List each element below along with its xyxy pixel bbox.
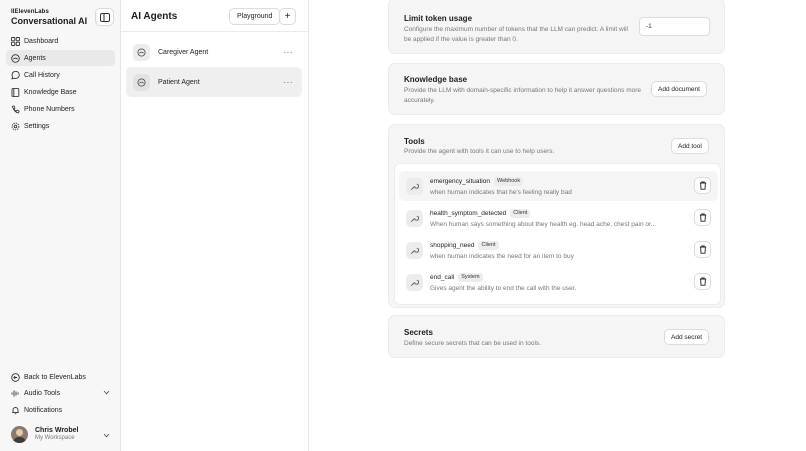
- tool-description: Gives agent the ability to end the call with the user.: [430, 284, 577, 292]
- tool-item-health-symptom-detected[interactable]: [399, 203, 718, 233]
- tool-item-end-call[interactable]: [399, 267, 718, 297]
- agent-item-caregiver[interactable]: [126, 37, 302, 67]
- wrench-icon: [406, 210, 423, 227]
- sidebar-item-phone-numbers[interactable]: [6, 101, 115, 117]
- add-tool-button[interactable]: Add tool: [671, 138, 709, 154]
- sidebar-item-audio-tools[interactable]: [6, 386, 115, 402]
- delete-tool-button[interactable]: [694, 177, 711, 194]
- tool-name: shopping_need: [430, 241, 475, 249]
- knowledge-base-icon: [11, 88, 20, 97]
- agent-name: Patient Agent: [158, 78, 200, 86]
- wrench-icon: [406, 274, 423, 291]
- more-options-icon[interactable]: ···: [283, 47, 293, 57]
- sidebar-item-call-history[interactable]: [6, 67, 115, 83]
- tools-list: [394, 163, 721, 305]
- user-workspace: My Workspace: [35, 435, 75, 441]
- sidebar-item-label: Audio Tools: [24, 390, 61, 397]
- section-description: Provide the agent with tools it can use to help users.: [404, 148, 555, 155]
- agent-settings-main: [310, 0, 806, 451]
- tool-item-emergency-situation[interactable]: [399, 171, 718, 201]
- tool-type-badge: Client: [478, 241, 498, 250]
- arrow-left-circle-icon: [11, 373, 20, 382]
- agent-icon: [133, 74, 150, 91]
- tool-name: health_symptom_detected: [430, 209, 507, 217]
- knowledge-base-card: [388, 63, 725, 115]
- agents-panel: [121, 0, 309, 451]
- sidebar-item-label: Settings: [24, 122, 50, 130]
- sidebar-item-label: Back to ElevenLabs: [24, 373, 86, 381]
- sidebar-item-settings[interactable]: [6, 118, 115, 134]
- avatar: [11, 426, 28, 443]
- tools-card: [388, 124, 725, 308]
- delete-tool-button[interactable]: [694, 273, 711, 290]
- playground-button[interactable]: Playground: [229, 8, 280, 25]
- sidebar-item-agents[interactable]: [6, 50, 115, 66]
- wrench-icon: [406, 178, 423, 195]
- section-title: Tools: [404, 137, 425, 146]
- audio-tools-icon: [11, 389, 20, 398]
- sidebar-item-label: Phone Numbers: [24, 105, 75, 113]
- section-title: Limit token usage: [404, 14, 473, 23]
- tool-type-badge: Webhook: [494, 177, 523, 186]
- agent-item-patient[interactable]: [126, 67, 302, 97]
- phone-icon: [11, 105, 20, 114]
- sidebar-item-notifications[interactable]: [6, 402, 115, 418]
- sidebar-toggle-button[interactable]: [95, 8, 114, 26]
- sidebar-item-back-to-elevenlabs[interactable]: [6, 369, 115, 385]
- sidebar-item-label: Notifications: [24, 406, 63, 414]
- tool-description: When human says something about they health eg. head ache, chest pain or...: [430, 220, 657, 228]
- bell-icon: [11, 406, 20, 415]
- trash-icon: [699, 245, 707, 254]
- agent-icon: [133, 44, 150, 61]
- section-title: Knowledge base: [404, 75, 468, 84]
- more-options-icon[interactable]: ···: [283, 77, 293, 87]
- sidebar-nav: [6, 33, 115, 135]
- brand-company: IIElevenLabs: [11, 9, 49, 15]
- user-name: Chris Wrobel: [35, 427, 79, 434]
- user-menu[interactable]: [6, 423, 115, 445]
- agents-icon: [11, 54, 20, 63]
- sidebar-item-dashboard[interactable]: [6, 33, 115, 49]
- gear-icon: [11, 122, 20, 131]
- section-description: Configure the maximum number of tokens that the LLM can predict. A limit will be applied if the value is greater than 0.: [404, 26, 628, 43]
- sidebar-item-label: Knowledge Base: [24, 88, 77, 96]
- sidebar-item-knowledge-base[interactable]: [6, 84, 115, 100]
- chevron-down-icon: [103, 425, 110, 443]
- agent-name: Caregiver Agent: [158, 48, 209, 56]
- limit-token-card: [388, 0, 725, 54]
- sidebar-item-label: Dashboard: [24, 37, 59, 45]
- section-title: Secrets: [404, 328, 433, 337]
- add-agent-button[interactable]: +: [279, 8, 296, 25]
- tool-item-shopping-need[interactable]: [399, 235, 718, 265]
- call-history-icon: [11, 71, 20, 80]
- trash-icon: [699, 181, 707, 190]
- wrench-icon: [406, 242, 423, 259]
- sidebar: [0, 0, 121, 451]
- secrets-card: [388, 315, 725, 358]
- trash-icon: [699, 277, 707, 286]
- tool-description: when human indicates that he's feeling really bad: [430, 188, 572, 196]
- token-limit-input[interactable]: -1: [639, 17, 710, 36]
- chevron-down-icon: [103, 390, 110, 397]
- sidebar-item-label: Agents: [24, 54, 46, 62]
- agents-header: [121, 0, 308, 32]
- delete-tool-button[interactable]: [694, 241, 711, 258]
- page-title: AI Agents: [131, 11, 178, 22]
- add-secret-button[interactable]: Add secret: [664, 329, 709, 345]
- dashboard-icon: [11, 37, 20, 46]
- tool-type-badge: Client: [510, 209, 530, 218]
- section-description: Provide the LLM with domain-specific information to help it answer questions more accurately.: [404, 87, 642, 104]
- add-document-button[interactable]: Add document: [651, 81, 707, 97]
- brand-product: Conversational AI: [11, 16, 88, 26]
- sidebar-bottom-nav: [6, 369, 115, 419]
- sidebar-panel-icon: [100, 13, 110, 22]
- trash-icon: [699, 213, 707, 222]
- tool-name: emergency_situation: [430, 177, 490, 185]
- tool-type-badge: System: [458, 273, 482, 282]
- tool-name: end_call: [430, 273, 455, 281]
- tool-description: when human indicates the need for an item to buy: [430, 252, 574, 260]
- delete-tool-button[interactable]: [694, 209, 711, 226]
- sidebar-item-label: Call History: [24, 71, 60, 79]
- section-description: Define secure secrets that can be used in tools.: [404, 340, 541, 347]
